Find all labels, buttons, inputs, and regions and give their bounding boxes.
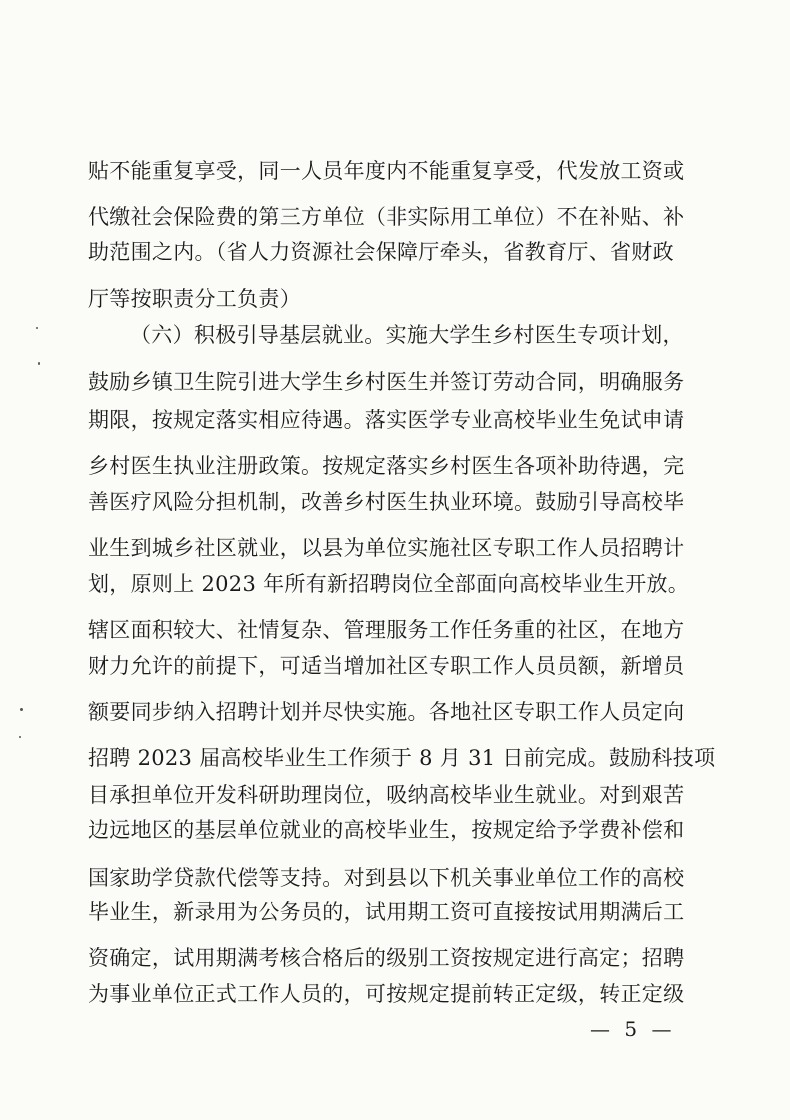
text-line: 期限，按规定落实相应待遇。落实医学专业高校毕业生免试申请: [88, 408, 685, 432]
text-line: 资确定，试用期满考核合格后的级别工资按规定进行高定；招聘: [88, 946, 685, 970]
text-line: 招聘 2023 届高校毕业生工作须于 8 月 31 日前完成。鼓励科技项: [88, 746, 716, 770]
text-line: 财力允许的前提下，可适当增加社区专职工作人员员额，新增员: [88, 654, 685, 678]
text-line: 乡村医生执业注册政策。按规定落实乡村医生各项补助待遇，完: [88, 454, 685, 478]
page-number: — 5 —: [590, 1017, 676, 1041]
text-line: 鼓励乡镇卫生院引进大学生乡村医生并签订劳动合同，明确服务: [88, 370, 685, 394]
scan-speck: [36, 327, 38, 329]
text-line: 辖区面积较大、社情复杂、管理服务工作任务重的社区，在地方: [88, 618, 685, 642]
text-line: 助范围之内。（省人力资源社会保障厅牵头，省教育厅、省财政: [88, 240, 674, 264]
text-line: 划，原则上 2023 年所有新招聘岗位全部面向高校毕业生开放。: [88, 572, 690, 596]
text-line: 额要同步纳入招聘计划并尽快实施。各地社区专职工作人员定向: [88, 700, 685, 724]
text-line: 目承担单位开发科研助理岗位，吸纳高校毕业生就业。对到艰苦: [88, 783, 685, 807]
text-line: 代缴社会保险费的第三方单位（非实际用工单位）不在补贴、补: [88, 205, 685, 229]
section-heading-line: （六）积极引导基层就业。实施大学生乡村医生专项计划，: [130, 323, 684, 347]
text-line: 厅等按职责分工负责）: [88, 287, 301, 311]
text-line: 国家助学贷款代偿等支持。对到县以下机关事业单位工作的高校: [88, 866, 685, 890]
text-line: 善医疗风险分担机制，改善乡村医生执业环境。鼓励引导高校毕: [88, 490, 685, 514]
scan-speck: [38, 362, 40, 365]
text-line: 为事业单位正式工作人员的，可按规定提前转正定级，转正定级: [88, 982, 685, 1006]
text-line: 贴不能重复享受，同一人员年度内不能重复享受，代发放工资或: [88, 159, 685, 183]
text-line: 毕业生，新录用为公务员的，试用期工资可直接按试用期满后工: [88, 900, 685, 924]
text-line: 业生到城乡社区就业，以县为单位实施社区专职工作人员招聘计: [88, 536, 685, 560]
scan-speck: [19, 736, 21, 738]
scan-speck: [20, 708, 23, 711]
text-line: 边远地区的基层单位就业的高校毕业生，按规定给予学费补偿和: [88, 818, 685, 842]
